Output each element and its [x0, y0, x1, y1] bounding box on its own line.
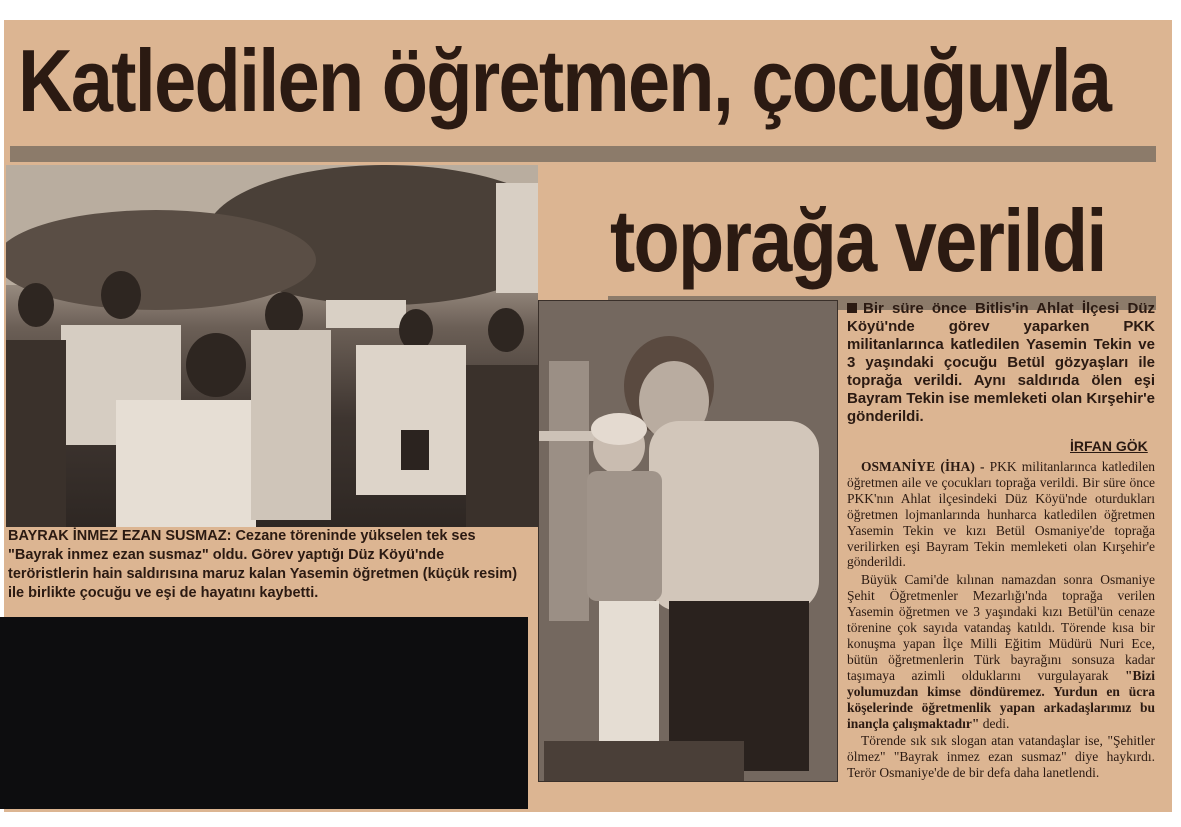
body-paragraph-3: Törende sık sık slogan atan vatandaşlar ise, "Şehitler ölmez" "Bayrak inmez ezan susmaz" diye haykırdı. Terör Osmaniye'de de bir defa daha lanetlendi. [847, 733, 1155, 781]
body-paragraph-2 [847, 572, 1155, 731]
headline-line-1: Katledilen öğretmen, çocuğuyla [18, 31, 1111, 130]
photo-caption [8, 527, 528, 603]
lede-text: Bir süre önce Bitlis'in Ahlat İlçesi Düz Köyü'nde görev yaparken PKK militanlarınca katledilen Yasemin Tekin ve 3 yaşındaki çocuğu Betül gözyaşları ile toprağa verildi. Aynı saldırıda ölen eşi Bayram Tekin ise memleketi olan Kırşehir'e gönderildi. [847, 300, 1155, 425]
caption-text: Cezane töreninde yükselen tek ses "Bayrak inmez ezan susmaz" oldu. Görev yaptığı Düz Köyü'nde teröristlerin hain saldırısına maruz kalan Yasemin öğretmen (küçük resim) ile birlikte çocuğu ve eşi de hayatını kaybetti. [8, 528, 518, 601]
article-body [847, 459, 1155, 783]
funeral-procession-illustration [6, 165, 538, 527]
body-p2-end: dedi. [979, 715, 1010, 731]
lede-bullet-icon [847, 303, 857, 313]
body-p1-text: PKK militanlarınca katledilen öğretmen aile ve çocukları toprağa verildi. Bir süre önce PKK'nın Ahlat ilçesindeki Düz Köyü'nde oturdukları öğretmen lojmanlarında hunharca katledilen öğretmen Yasemin Tekin ve kızı Betül Osmaniye'de toprağa verilirken eşi Bayram Tekin memleketi olan Kırşehir'e gönderildi. [847, 459, 1155, 570]
teacher-child-illustration [539, 301, 837, 781]
teacher-child-photo [538, 300, 838, 782]
funeral-procession-photo [6, 165, 538, 527]
headline-rule-top [10, 146, 1156, 162]
headline-line-2: toprağa verildi [610, 191, 1106, 290]
byline: İRFAN GÖK [1070, 438, 1148, 454]
body-paragraph-1 [847, 459, 1155, 570]
redacted-block [0, 617, 528, 809]
body-p2-quote: "Bizi yolumuzdan kimse döndüremez. Yurdun en ücra köşelerinde öğretmenlik yapan arkadaşlarımız bu inançla çalışmaktadır" [847, 667, 1155, 731]
lede-paragraph [847, 300, 1155, 426]
dateline: OSMANİYE (İHA) - [861, 459, 985, 474]
caption-lead: BAYRAK İNMEZ EZAN SUSMAZ: [8, 528, 232, 544]
body-p2-start: Büyük Cami'de kılınan namazdan sonra Osmaniye Şehit Öğretmenler Mezarlığı'nda toprağa verilen Yasemin öğretmen ve 3 yaşındaki kızı Betül'ün cenaze törenine çok sayıda vatandaş katıldı. Törende kısa bir konuşma yapan İlçe Milli Eğitim Müdürü Nuri Ece, bütün öğretmenlerin Türk bayrağını sonsuza kadar taşımaya azimli olduklarını vurgulayarak [847, 572, 1155, 683]
